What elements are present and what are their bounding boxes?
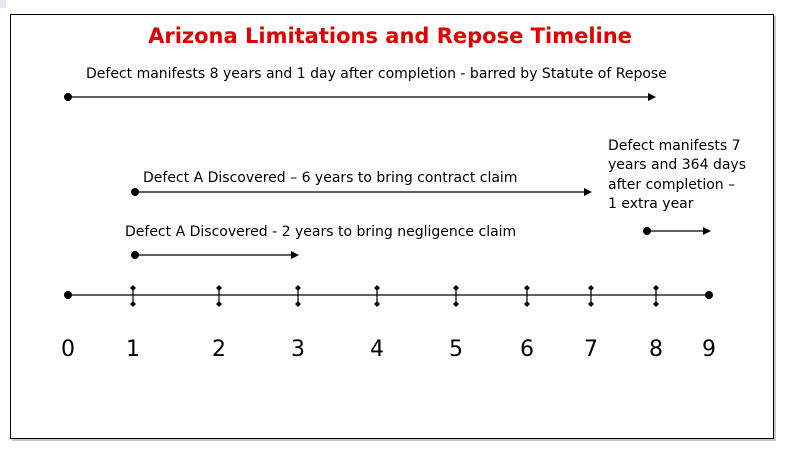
tick-diamond-icon [374, 301, 380, 307]
arrowhead-icon [291, 251, 299, 259]
timeline-tick-labels [61, 337, 716, 362]
timeline-start-dot [64, 291, 72, 299]
tick-label: 1 [126, 337, 140, 362]
period-label-extra-year-line2: years and 364 days [608, 157, 746, 173]
timeline-axis [64, 291, 713, 299]
period-extra-year [608, 138, 746, 235]
tick-label: 4 [370, 337, 384, 362]
period-repose [64, 66, 667, 101]
tick-diamond-icon [374, 285, 380, 291]
tick-diamond-icon [524, 285, 530, 291]
tick-label: 8 [649, 337, 663, 362]
tick-diamond-icon [453, 301, 459, 307]
tick-diamond-icon [524, 301, 530, 307]
tick-diamond-icon [130, 285, 136, 291]
tick-label: 2 [212, 337, 226, 362]
tick-label: 7 [584, 337, 598, 362]
tick-diamond-icon [653, 285, 659, 291]
period-contract [131, 170, 592, 196]
tick-diamond-icon [130, 301, 136, 307]
timeline-ticks [130, 285, 659, 307]
tick-diamond-icon [216, 285, 222, 291]
period-negligence [125, 224, 516, 259]
tick-diamond-icon [588, 301, 594, 307]
diagram-title: Arizona Limitations and Repose Timeline [148, 24, 632, 48]
arrowhead-icon [703, 227, 711, 235]
tick-diamond-icon [588, 285, 594, 291]
tick-label: 9 [702, 337, 716, 362]
tick-diamond-icon [653, 301, 659, 307]
tick-diamond-icon [295, 285, 301, 291]
tick-diamond-icon [453, 285, 459, 291]
tick-label: 0 [61, 337, 75, 362]
tick-label: 3 [291, 337, 305, 362]
period-label-repose: Defect manifests 8 years and 1 day after completion - barred by Statute of Repose [86, 66, 667, 82]
tick-diamond-icon [295, 301, 301, 307]
timeline-end-dot [705, 291, 713, 299]
tick-diamond-icon [216, 301, 222, 307]
period-label-negligence: Defect A Discovered - 2 years to bring negligence claim [125, 224, 517, 240]
arrowhead-icon [648, 93, 656, 101]
period-label-contract: Defect A Discovered – 6 years to bring contract claim [143, 170, 518, 186]
period-label-extra-year-line1: Defect manifests 7 [608, 138, 741, 154]
period-label-extra-year-line4: 1 extra year [608, 196, 694, 212]
arrowhead-icon [584, 188, 592, 196]
tick-label: 6 [520, 337, 534, 362]
tick-label: 5 [449, 337, 463, 362]
period-label-extra-year-line3: after completion – [608, 177, 736, 193]
